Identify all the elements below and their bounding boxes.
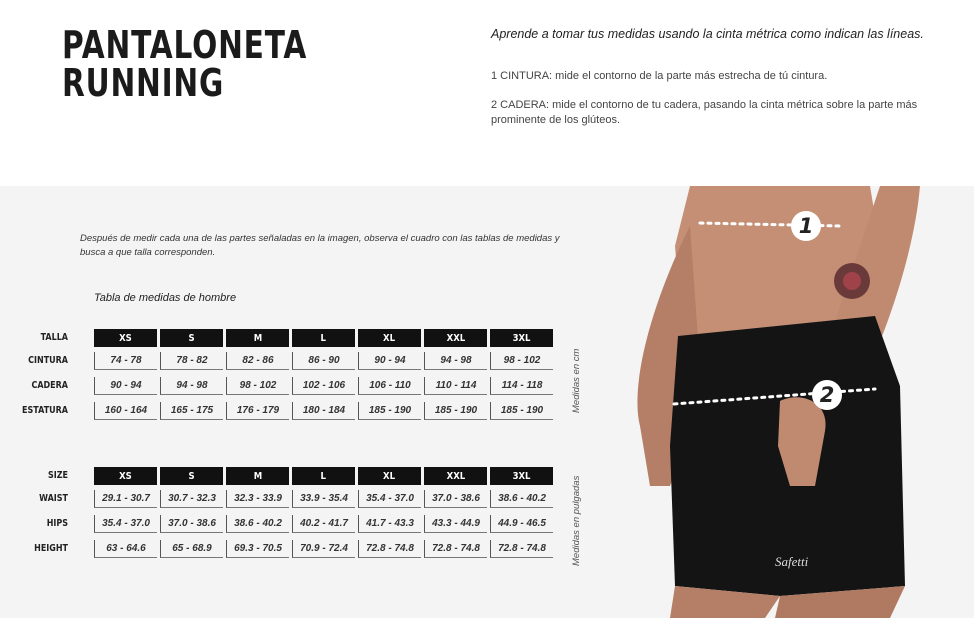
cm-cell: 94 - 98 [424,352,487,370]
inch-side-label: Medidas en pulgadas [571,475,582,566]
model-photo [630,186,974,618]
cm-cell: 185 - 190 [490,402,553,420]
inch-cell: 72.8 - 74.8 [490,540,553,558]
cm-cell: 160 - 164 [94,402,157,420]
inch-size-m: M [226,467,289,485]
cm-cell: 114 - 118 [490,377,553,395]
inch-row-label: WAIST [39,493,68,504]
marker-hips: 2 [812,380,842,410]
header-section [0,0,974,186]
title-line-1: PANTALONETA [62,23,308,67]
inch-cell: 40.2 - 41.7 [292,515,355,533]
inch-cell: 65 - 68.9 [160,540,223,558]
inch-cell: 35.4 - 37.0 [358,490,421,508]
cm-cell: 94 - 98 [160,377,223,395]
inch-cell: 72.8 - 74.8 [358,540,421,558]
cm-cell: 176 - 179 [226,402,289,420]
inch-cell: 72.8 - 74.8 [424,540,487,558]
cm-cell: 110 - 114 [424,377,487,395]
inch-cell: 33.9 - 35.4 [292,490,355,508]
inch-size-3xl: 3XL [490,467,553,485]
cm-size-xs: XS [94,329,157,347]
cm-row-label: CADERA [31,380,68,391]
measuring-instructions [491,27,951,142]
cm-cell: 165 - 175 [160,402,223,420]
table-title: Tabla de medidas de hombre [94,292,237,304]
title-line-2: RUNNING [62,61,225,105]
cm-cell: 78 - 82 [160,352,223,370]
inch-cell: 63 - 64.6 [94,540,157,558]
marker-waist: 1 [791,211,821,241]
cm-size-xl: XL [358,329,421,347]
inch-cell: 32.3 - 33.9 [226,490,289,508]
inch-cell: 37.0 - 38.6 [424,490,487,508]
inch-cell: 69.3 - 70.5 [226,540,289,558]
cm-cell: 82 - 86 [226,352,289,370]
page-title [62,23,308,105]
inch-cell: 44.9 - 46.5 [490,515,553,533]
cm-cell: 106 - 110 [358,377,421,395]
inch-size-xxl: XXL [424,467,487,485]
inch-size-xs: XS [94,467,157,485]
brand-mark: Safetti [775,554,809,569]
cm-cell: 90 - 94 [358,352,421,370]
cm-cell: 98 - 102 [226,377,289,395]
inch-cell: 38.6 - 40.2 [490,490,553,508]
inch-cell: 70.9 - 72.4 [292,540,355,558]
cm-side-label: Medidas en cm [571,348,582,413]
model-illustration [630,186,974,618]
cm-cell: 180 - 184 [292,402,355,420]
instructions-lead: Aprende a tomar tus medidas usando la cinta métrica como indican las líneas. [491,27,924,41]
size-note: Después de medir cada una de las partes señaladas en la imagen, observa el cuadro con las tablas de medidas y busca a que talla corresponden. [80,233,560,258]
cm-size-m: M [226,329,289,347]
inch-size-s: S [160,467,223,485]
cm-row-label: CINTURA [28,355,68,366]
inch-size-xl: XL [358,467,421,485]
inch-row-label: HIPS [46,518,68,529]
inch-header-label: SIZE [47,470,68,481]
cm-cell: 102 - 106 [292,377,355,395]
cm-cell: 185 - 190 [424,402,487,420]
cm-cell: 86 - 90 [292,352,355,370]
cm-cell: 74 - 78 [94,352,157,370]
instruction-hips: 2 CADERA: mide el contorno de tu cadera, pasando la cinta métrica sobre la parte más prominente de los glúteos. [491,99,918,126]
cm-cell: 185 - 190 [358,402,421,420]
cm-cell: 98 - 102 [490,352,553,370]
inch-size-l: L [292,467,355,485]
inch-cell: 43.3 - 44.9 [424,515,487,533]
inch-cell: 37.0 - 38.6 [160,515,223,533]
inch-row-label: HEIGHT [34,543,68,554]
inch-cell: 35.4 - 37.0 [94,515,157,533]
inch-cell: 38.6 - 40.2 [226,515,289,533]
cm-row-label: ESTATURA [22,405,68,416]
cm-size-3xl: 3XL [490,329,553,347]
cm-header-label: TALLA [40,332,68,343]
instruction-waist: 1 CINTURA: mide el contorno de la parte más estrecha de tú cintura. [491,70,828,82]
cm-cell: 90 - 94 [94,377,157,395]
cm-size-xxl: XXL [424,329,487,347]
inch-cell: 41.7 - 43.3 [358,515,421,533]
cm-size-l: L [292,329,355,347]
inch-cell: 29.1 - 30.7 [94,490,157,508]
inch-cell: 30.7 - 32.3 [160,490,223,508]
cm-size-s: S [160,329,223,347]
